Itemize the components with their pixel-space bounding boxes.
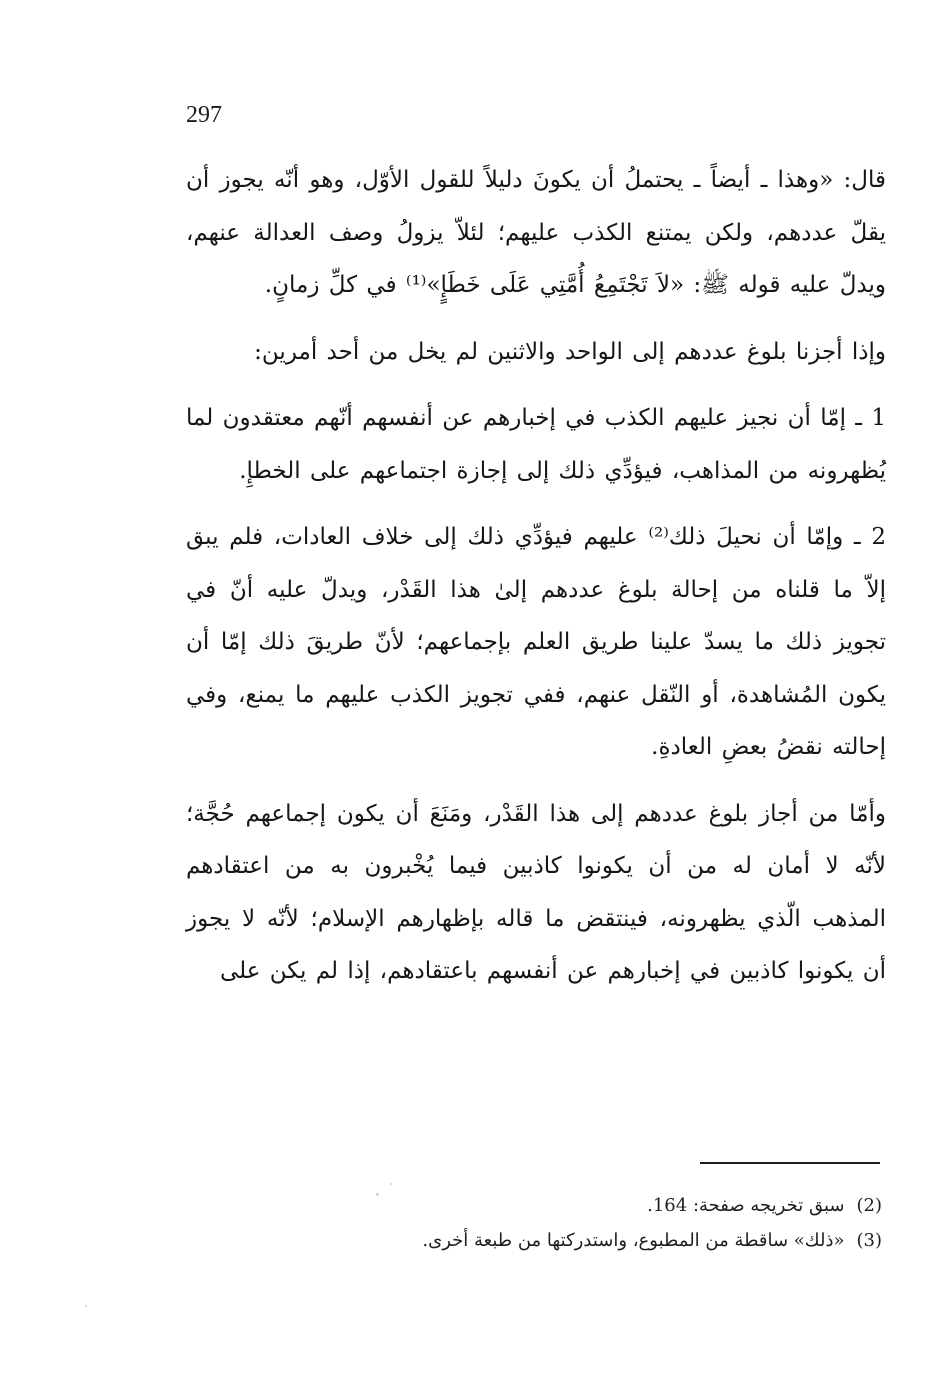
paragraph-4: 2 ـ وإمّا أن نحيلَ ذلك⁽²⁾ عليهم فيؤدِّي ذلك إلى خلاف العادات، فلم يبق إلاّ ما قلناه من إحالة بلوغ عددهم إلىٰ هذا القَدْر، ويدلّ عليه أنّ في تجويز ذلك ما يسدّ علينا طريق العلم بإجماعهم؛ لأنّ طريقَ ذلك إمّا أن يكون المُشاهدة، أو النّقل عنهم، ففي تجويز الكذب عليهم ما يمنع، وفي إحالته نقضُ بعضِ العادةِ. bbox=[186, 524, 886, 760]
paragraph-3: 1 ـ إمّا أن نجيز عليهم الكذب في إخبارهم عن أنفسهم أنّهم معتقدون لما يُظهرونه من المذاهب، فيؤدِّي ذلك إلى إجازة اجتماعهم على الخطإِ. bbox=[186, 405, 887, 484]
paragraph-5: وأمّا من أجاز بلوغ عددهم إلى هذا القَدْر، ومَنَعَ أن يكون إجماعهم حُجَّة؛ لأنّه لا أمان له من أن يكونوا كاذبين فيما يُخْبرون به من اعتقادهم المذهب الّذي يظهرونه، فينتقض ما قاله بإظهارهم الإسلام؛ لأنّه لا يجوز أن يكونوا كاذبين في إخبارهم عن أنفسهم باعتقادهم، إذا لم يكن على bbox=[186, 800, 886, 984]
footnote-1 bbox=[186, 1188, 882, 1223]
footnote-2 bbox=[186, 1223, 882, 1258]
footnote-2-text: «ذلك» ساقطة من المطبوع، واستدركتها من طبعة أخرى. bbox=[422, 1230, 845, 1251]
scan-speck bbox=[85, 1305, 87, 1307]
body-text bbox=[186, 154, 886, 1012]
footnote-1-mark: (2) bbox=[856, 1195, 882, 1216]
paragraph-2: وإذا أجزنا بلوغ عددهم إلى الواحد والاثنين لم يخل من أحد أمرين: bbox=[254, 338, 886, 365]
footnote-2-mark: (3) bbox=[856, 1230, 882, 1251]
footnotes bbox=[186, 1188, 882, 1258]
footnote-1-text: سبق تخريجه صفحة: 164. bbox=[647, 1195, 845, 1216]
scan-speck bbox=[390, 1183, 392, 1185]
footnote-divider bbox=[700, 1162, 880, 1164]
scan-speck bbox=[376, 1193, 379, 1196]
page-number: 297 bbox=[186, 102, 222, 128]
paragraph-1: قال: «وهذا ـ أيضاً ـ يحتملُ أن يكونَ دليلاً للقول الأوّل، وهو أنّه يجوز أن يقلّ عددهم، ولكن يمتنع الكذب عليهم؛ لئلاّ يزولُ وصف العدالة عنهم، ويدلّ عليه قوله ﷺ: «لاَ تَجْتَمِعُ أُمَّتِي عَلَى خَطَإٍ»⁽¹⁾ في كلِّ زمانٍ. bbox=[186, 167, 886, 298]
